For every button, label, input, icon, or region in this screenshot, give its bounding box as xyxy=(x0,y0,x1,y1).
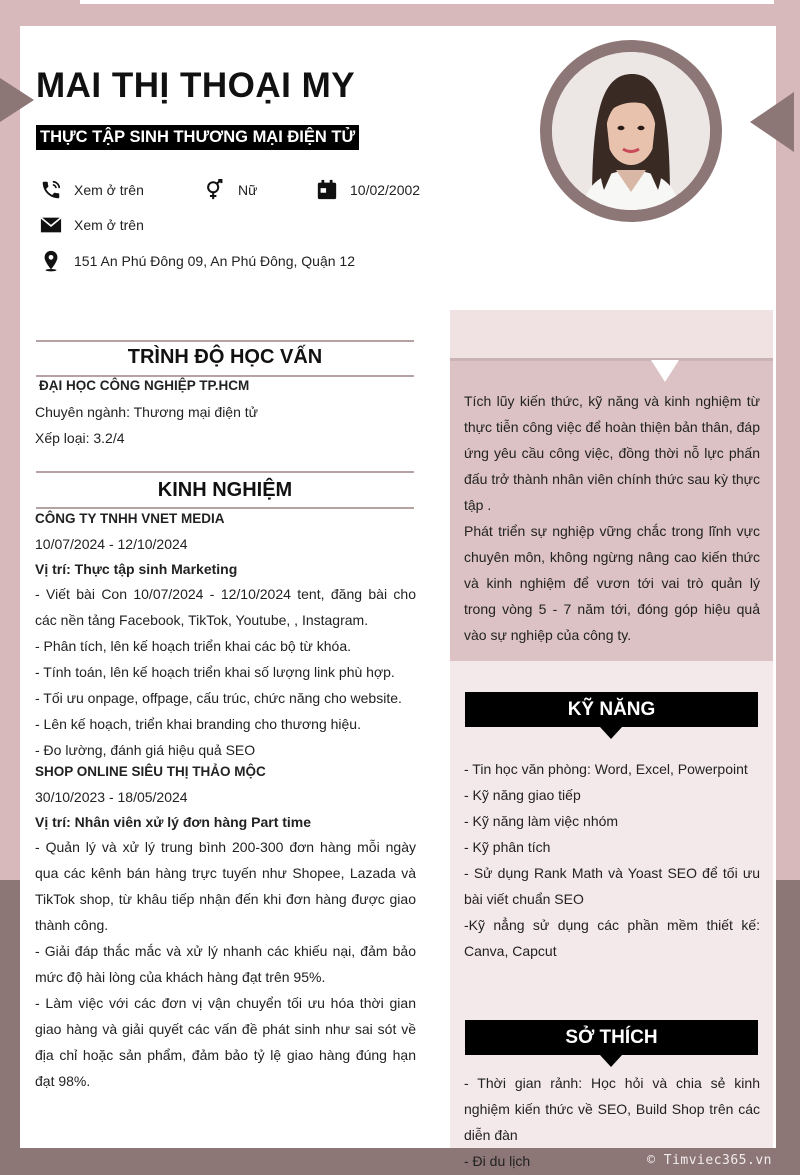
skill-item: -Kỹ nẳng sử dụng các phần mềm thiết kế: Canva, Capcut xyxy=(464,917,760,959)
skills-list xyxy=(464,756,760,964)
skill-item: - Kỹ phân tích xyxy=(464,839,551,855)
email-value: Xem ở trên xyxy=(74,217,144,233)
job-1-bullet: - Viết bài Con 10/07/2024 - 12/10/2024 tent, đăng bài cho các nền tảng Facebook, TikTok, Youtube, , Instagram. xyxy=(35,586,416,628)
job-1-period: 10/07/2024 - 12/10/2024 xyxy=(35,536,188,552)
contact-gender xyxy=(204,179,257,201)
experience-rule-bottom xyxy=(36,507,414,509)
job-1-bullet: - Đo lường, đánh giá hiệu quả SEO xyxy=(35,742,256,758)
job-2-bullet: - Quản lý và xử lý trung bình 200-300 đơn hàng mỗi ngày qua các kênh bán hàng trực tuyến như Shopee, Lazada và TikTok shop, từ khâu tiếp nhận đến khi đơn hàng được giao thành công. xyxy=(35,839,416,933)
job-2-period: 30/10/2023 - 18/05/2024 xyxy=(35,789,188,805)
job-2-position: Vị trí: Nhân viên xử lý đơn hàng Part time xyxy=(35,814,312,830)
job-1-company: CÔNG TY TNHH VNET MEDIA xyxy=(35,511,225,526)
candidate-name: MAI THỊ THOẠI MY xyxy=(36,66,356,105)
objective-paragraph-2: Phát triển sự nghiệp vững chắc trong lĩnh vực chuyên môn, không ngừng nâng cao kiến thức và kinh nghiệm để vươn tới vai trò quản lý trong vòng 5 - 7 năm tới, đóng góp hiệu quả vào sự nghiệp của công ty. xyxy=(464,523,760,643)
gender-icon xyxy=(204,179,226,201)
education-school: ĐẠI HỌC CÔNG NGHIỆP TP.HCM xyxy=(39,378,250,393)
contact-address xyxy=(40,250,355,272)
experience-title: KINH NGHIỆM xyxy=(157,479,293,501)
phone-value: Xem ở trên xyxy=(74,182,144,198)
skill-item: - Kỹ năng làm việc nhóm xyxy=(464,813,619,829)
education-rule-bottom xyxy=(36,375,414,377)
objective-text xyxy=(464,388,760,648)
job-1-bullet: - Tính toán, lên kế hoạch triển khai số lượng link phù hợp. xyxy=(35,664,395,680)
hobbies-title-pointer xyxy=(600,1055,622,1067)
job-2-company: SHOP ONLINE SIÊU THỊ THẢO MỘC xyxy=(35,764,266,779)
objective-header xyxy=(450,310,773,358)
contact-phone xyxy=(40,179,144,201)
location-pin-icon xyxy=(40,250,62,272)
skills-title-pointer xyxy=(600,727,622,739)
top-strip xyxy=(80,0,774,4)
education-title: TRÌNH ĐỘ HỌC VẤN xyxy=(127,346,323,368)
job-1-bullet: - Phân tích, lên kế hoạch triển khai các bộ từ khóa. xyxy=(35,638,351,654)
address-value: 151 An Phú Đông 09, An Phú Đông, Quận 12 xyxy=(74,253,355,269)
calendar-icon xyxy=(316,179,338,201)
job-1-position: Vị trí: Thực tập sinh Marketing xyxy=(35,561,238,577)
job-title-badge: THỰC TẬP SINH THƯƠNG MẠI ĐIỆN TỬ xyxy=(36,125,359,150)
decor-triangle-right xyxy=(750,92,794,152)
birthday-value: 10/02/2002 xyxy=(350,182,421,198)
objective-paragraph-1: Tích lũy kiến thức, kỹ năng và kinh nghiệm từ thực tiễn công việc để hoàn thiện bản thân, đáp ứng yêu cầu công việc, đồng thời nỗ lực phấn đấu trở thành nhân viên chính thức sau kỳ thực tập . xyxy=(464,393,760,513)
hobby-item: - Thời gian rảnh: Học hỏi và chia sẻ kinh nghiệm kiến thức về SEO, Build Shop trên các diễn đàn xyxy=(464,1075,760,1143)
gender-value: Nữ xyxy=(238,182,258,198)
hobby-item: - Đi du lịch xyxy=(464,1153,531,1169)
avatar-photo xyxy=(552,52,710,210)
skill-item: - Sử dụng Rank Math và Yoast SEO để tối ưu bài viết chuẩn SEO xyxy=(464,865,760,907)
job-2-bullet: - Làm việc với các đơn vị vận chuyển tối ưu hóa thời gian giao hàng và giải quyết các vấn đề phát sinh như sai sót về địa chỉ hoặc sản phẩm, đảm bảo tỷ lệ giao hàng đúng hạn đạt 98%. xyxy=(35,995,416,1089)
objective-notch xyxy=(651,360,679,382)
avatar xyxy=(540,40,722,222)
hobbies-title: SỞ THÍCH xyxy=(465,1020,758,1055)
education-grade: Xếp loại: 3.2/4 xyxy=(35,430,125,446)
contact-birthday xyxy=(316,179,420,201)
skills-title: KỸ NĂNG xyxy=(465,692,758,727)
skill-item: - Kỹ năng giao tiếp xyxy=(464,787,581,803)
decor-triangle-left xyxy=(0,78,34,122)
phone-icon xyxy=(40,179,62,201)
contact-email xyxy=(40,214,144,236)
education-major: Chuyên ngành: Thương mại điện tử xyxy=(35,404,259,420)
education-rule-top xyxy=(36,340,414,342)
envelope-icon xyxy=(40,214,62,236)
job-1-bullet: - Lên kế hoạch, triển khai branding cho thương hiệu. xyxy=(35,716,361,732)
skill-item: - Tin học văn phòng: Word, Excel, Powerpoint xyxy=(464,761,748,777)
job-2-bullet: - Giải đáp thắc mắc và xử lý nhanh các khiếu nại, đảm bảo mức độ hài lòng của khách hàng đạt trên 95%. xyxy=(35,943,416,985)
experience-rule-top xyxy=(36,471,414,473)
job-1-bullet: - Tối ưu onpage, offpage, cấu trúc, chức năng cho website. xyxy=(35,690,402,706)
copyright-watermark: © Timviec365.vn xyxy=(647,1153,772,1168)
